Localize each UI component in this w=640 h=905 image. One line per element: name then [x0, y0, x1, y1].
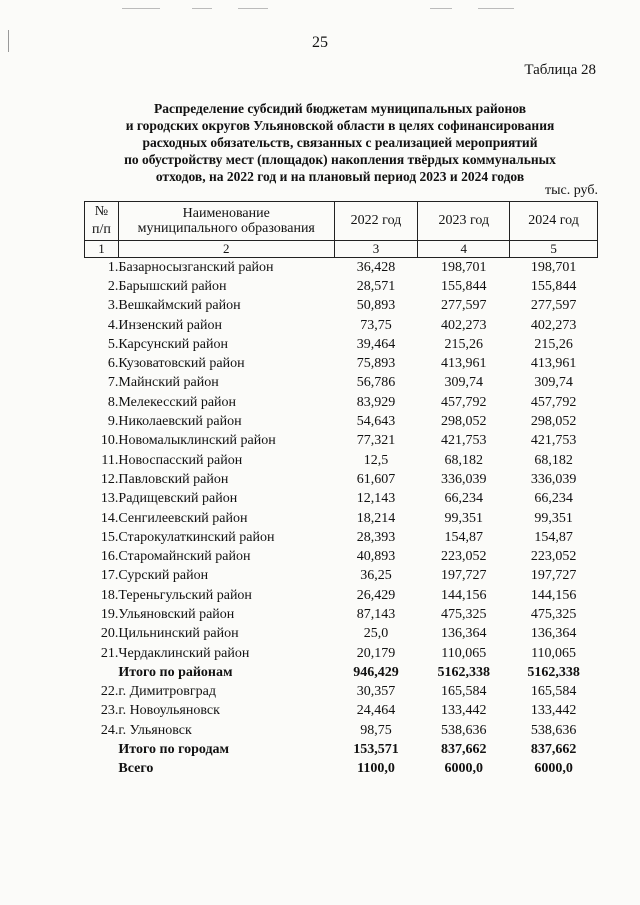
row-name: Николаевский район: [118, 414, 242, 430]
table-row: [85, 586, 598, 605]
row-index: 22.: [100, 684, 119, 700]
row-index: 16.: [100, 549, 119, 565]
title-line: расходных обязательств, связанных с реализацией мероприятий: [142, 135, 538, 150]
table-row: [85, 451, 598, 470]
value-2024: 309,74: [534, 375, 573, 391]
row-name: г. Димитровград: [118, 684, 216, 700]
row-name: г. Ульяновск: [118, 722, 192, 738]
value-2022: 12,5: [363, 452, 389, 468]
value-2023: 5162,338: [437, 664, 491, 680]
table-row: [85, 374, 598, 393]
row-index: 19.: [100, 606, 119, 622]
row-index: 5.: [107, 336, 119, 352]
value-2023: 223,052: [441, 549, 487, 565]
table-row: [85, 605, 598, 624]
table-row: [85, 412, 598, 431]
row-index: 23.: [100, 703, 119, 719]
row-index: [85, 760, 119, 779]
row-index: 24.: [100, 722, 119, 738]
row-index: 10.: [100, 433, 119, 449]
value-2024: 837,662: [530, 742, 577, 758]
row-index: 21.: [100, 645, 119, 661]
row-name: Цильнинский район: [118, 626, 239, 642]
value-2022: 98,75: [360, 722, 392, 738]
value-2024: 277,597: [530, 298, 577, 314]
row-name: Тереньгульский район: [118, 587, 252, 603]
row-name: Итого по городам: [118, 742, 230, 758]
scan-artifact-line: [430, 8, 452, 9]
header-2022: 2022 год: [334, 202, 418, 241]
table-body: [85, 258, 598, 780]
table-row: [85, 528, 598, 547]
value-2022: 83,929: [356, 394, 396, 410]
table-total-row: [85, 760, 598, 779]
row-index: 7.: [107, 375, 119, 391]
value-2024: 136,364: [530, 626, 577, 642]
row-name: Новомалыклинский район: [118, 433, 276, 449]
row-name: Инзенский район: [118, 317, 222, 333]
subsidy-table: [84, 201, 598, 779]
row-index: [85, 663, 119, 682]
column-number: 2: [118, 241, 334, 258]
value-2022: 39,464: [356, 336, 396, 352]
value-2022: 87,143: [356, 606, 396, 622]
value-2024: 336,039: [530, 471, 577, 487]
table-row: [85, 393, 598, 412]
header-2024: 2024 год: [510, 202, 598, 241]
value-2022: 24,464: [356, 703, 396, 719]
value-2023: 198,701: [441, 259, 487, 275]
value-2023: 538,636: [441, 722, 487, 738]
title-line: и городских округов Ульяновской области в целях софинансирования: [125, 118, 555, 133]
row-name: Итого по районам: [118, 664, 233, 680]
row-index: 8.: [107, 394, 119, 410]
table-row: [85, 470, 598, 489]
value-2022: 36,428: [356, 259, 396, 275]
row-name: г. Новоульяновск: [118, 703, 220, 719]
value-2024: 538,636: [530, 722, 577, 738]
row-index: 13.: [100, 491, 119, 507]
value-2024: 165,584: [530, 684, 577, 700]
value-2022: 30,357: [356, 684, 396, 700]
row-name: Радищевский район: [118, 491, 238, 507]
value-2024: 68,182: [534, 452, 573, 468]
value-2024: 223,052: [530, 549, 577, 565]
value-2024: 154,87: [534, 529, 573, 545]
row-index: 2.: [107, 278, 119, 294]
column-number: 1: [85, 241, 119, 258]
value-2024: 421,753: [530, 433, 577, 449]
document-title: [80, 100, 600, 185]
row-name: Мелекесский район: [118, 394, 237, 410]
row-index: 6.: [107, 356, 119, 372]
row-index: 20.: [100, 626, 119, 642]
row-index: 17.: [100, 568, 119, 584]
value-2023: 66,234: [444, 491, 484, 507]
value-2023: 144,156: [441, 587, 487, 603]
value-2024: 6000,0: [534, 761, 573, 777]
value-2023: 110,065: [441, 645, 487, 661]
value-2023: 277,597: [441, 298, 487, 314]
value-2022: 28,571: [356, 278, 396, 294]
value-2022: 50,893: [356, 298, 396, 314]
units-label: тыс. руб.: [545, 183, 598, 198]
value-2024: 402,273: [530, 317, 577, 333]
value-2022: 56,786: [356, 375, 396, 391]
value-2023: 68,182: [444, 452, 484, 468]
row-index: 11.: [101, 452, 119, 468]
row-name: Сурский район: [118, 568, 209, 584]
scan-artifact-line: [478, 8, 514, 9]
value-2023: 136,364: [441, 626, 487, 642]
row-name: Новоспасский район: [118, 452, 243, 468]
row-index: 14.: [100, 510, 119, 526]
scan-artifact-line: [122, 8, 160, 9]
value-2023: 837,662: [441, 742, 487, 758]
table-row: [85, 721, 598, 740]
value-2023: 6000,0: [444, 761, 484, 777]
row-name: Старомайнский район: [118, 549, 251, 565]
value-2023: 165,584: [441, 684, 487, 700]
column-number: 4: [418, 241, 510, 258]
row-index: 4.: [107, 317, 119, 333]
value-2022: 26,429: [356, 587, 396, 603]
value-2023: 298,052: [441, 414, 487, 430]
value-2024: 457,792: [530, 394, 577, 410]
value-2024: 5162,338: [527, 664, 580, 680]
row-index: [85, 740, 119, 759]
value-2023: 99,351: [444, 510, 484, 526]
value-2022: 61,607: [356, 471, 396, 487]
value-2023: 457,792: [441, 394, 487, 410]
table-row: [85, 567, 598, 586]
table-total-row: [85, 663, 598, 682]
table-row: [85, 316, 598, 335]
table-header-row: [85, 202, 598, 241]
value-2023: 336,039: [441, 471, 487, 487]
header-index: № п/п: [85, 202, 119, 241]
table-row: [85, 644, 598, 663]
value-2023: 154,87: [444, 529, 484, 545]
table-row: [85, 354, 598, 373]
value-2024: 198,701: [530, 259, 577, 275]
title-line: отходов, на 2022 год и на плановый период 2023 и 2024 годов: [155, 169, 525, 184]
table-row: [85, 277, 598, 296]
value-2023: 421,753: [441, 433, 487, 449]
value-2022: 25,0: [363, 626, 389, 642]
value-2023: 475,325: [441, 606, 487, 622]
table-row: [85, 335, 598, 354]
row-name: Сенгилеевский район: [118, 510, 248, 526]
row-name: Ульяновский район: [118, 606, 235, 622]
value-2024: 155,844: [530, 278, 577, 294]
row-name: Базарносызганский район: [118, 259, 274, 275]
value-2024: 298,052: [530, 414, 577, 430]
row-name: Всего: [118, 761, 154, 777]
table-total-row: [85, 740, 598, 759]
value-2022: 153,571: [353, 742, 399, 758]
value-2024: 110,065: [531, 645, 577, 661]
row-index: 3.: [107, 298, 119, 314]
table-row: [85, 702, 598, 721]
table-row: [85, 490, 598, 509]
table-label: Таблица 28: [524, 62, 596, 78]
value-2023: 413,961: [441, 356, 487, 372]
value-2023: 155,844: [441, 278, 487, 294]
value-2022: 73,75: [360, 317, 392, 333]
value-2023: 309,74: [444, 375, 484, 391]
row-name: Барышский район: [118, 278, 227, 294]
value-2024: 144,156: [530, 587, 577, 603]
value-2024: 197,727: [530, 568, 577, 584]
row-name: Кузоватовский район: [118, 356, 245, 372]
value-2023: 197,727: [441, 568, 487, 584]
column-number-row: [85, 241, 598, 258]
row-name: Павловский район: [118, 471, 229, 487]
value-2024: 133,442: [530, 703, 577, 719]
value-2022: 18,214: [356, 510, 396, 526]
value-2022: 36,25: [360, 568, 392, 584]
value-2022: 1100,0: [357, 761, 395, 777]
scan-artifact-line: [192, 8, 212, 9]
value-2023: 215,26: [444, 336, 484, 352]
value-2024: 99,351: [534, 510, 573, 526]
title-line: Распределение субсидий бюджетам муниципальных районов: [153, 101, 527, 116]
table-row: [85, 547, 598, 566]
row-name: Карсунский район: [118, 336, 228, 352]
table-row: [85, 432, 598, 451]
title-line: по обустройству мест (площадок) накопления твёрдых коммунальных: [124, 152, 556, 167]
row-name: Чердаклинский район: [118, 645, 250, 661]
value-2024: 413,961: [530, 356, 577, 372]
value-2023: 402,273: [441, 317, 487, 333]
row-name: Старокулаткинский район: [118, 529, 275, 545]
page-number: 25: [312, 34, 328, 51]
row-index: 1.: [107, 259, 119, 275]
value-2022: 40,893: [356, 549, 396, 565]
column-number: 5: [510, 241, 598, 258]
table-row: [85, 625, 598, 644]
table-row: [85, 297, 598, 316]
column-number: 3: [334, 241, 418, 258]
table-row: [85, 258, 598, 278]
value-2022: 75,893: [356, 356, 396, 372]
header-name: Наименование муниципального образования: [118, 202, 334, 241]
row-index: 18.: [100, 587, 119, 603]
value-2022: 946,429: [353, 664, 399, 680]
value-2024: 475,325: [530, 606, 577, 622]
value-2023: 133,442: [441, 703, 487, 719]
value-2022: 77,321: [356, 433, 396, 449]
value-2022: 54,643: [356, 414, 396, 430]
row-name: Майнский район: [118, 375, 219, 391]
row-index: 15.: [100, 529, 119, 545]
scan-artifact-line: [238, 8, 268, 9]
table-row: [85, 683, 598, 702]
value-2024: 215,26: [534, 336, 573, 352]
row-index: 9.: [107, 414, 119, 430]
row-index: 12.: [100, 471, 119, 487]
header-2023: 2023 год: [418, 202, 510, 241]
table-row: [85, 509, 598, 528]
value-2022: 12,143: [356, 491, 396, 507]
value-2022: 20,179: [356, 645, 396, 661]
value-2022: 28,393: [356, 529, 396, 545]
value-2024: 66,234: [534, 491, 573, 507]
row-name: Вешкаймский район: [118, 298, 241, 314]
